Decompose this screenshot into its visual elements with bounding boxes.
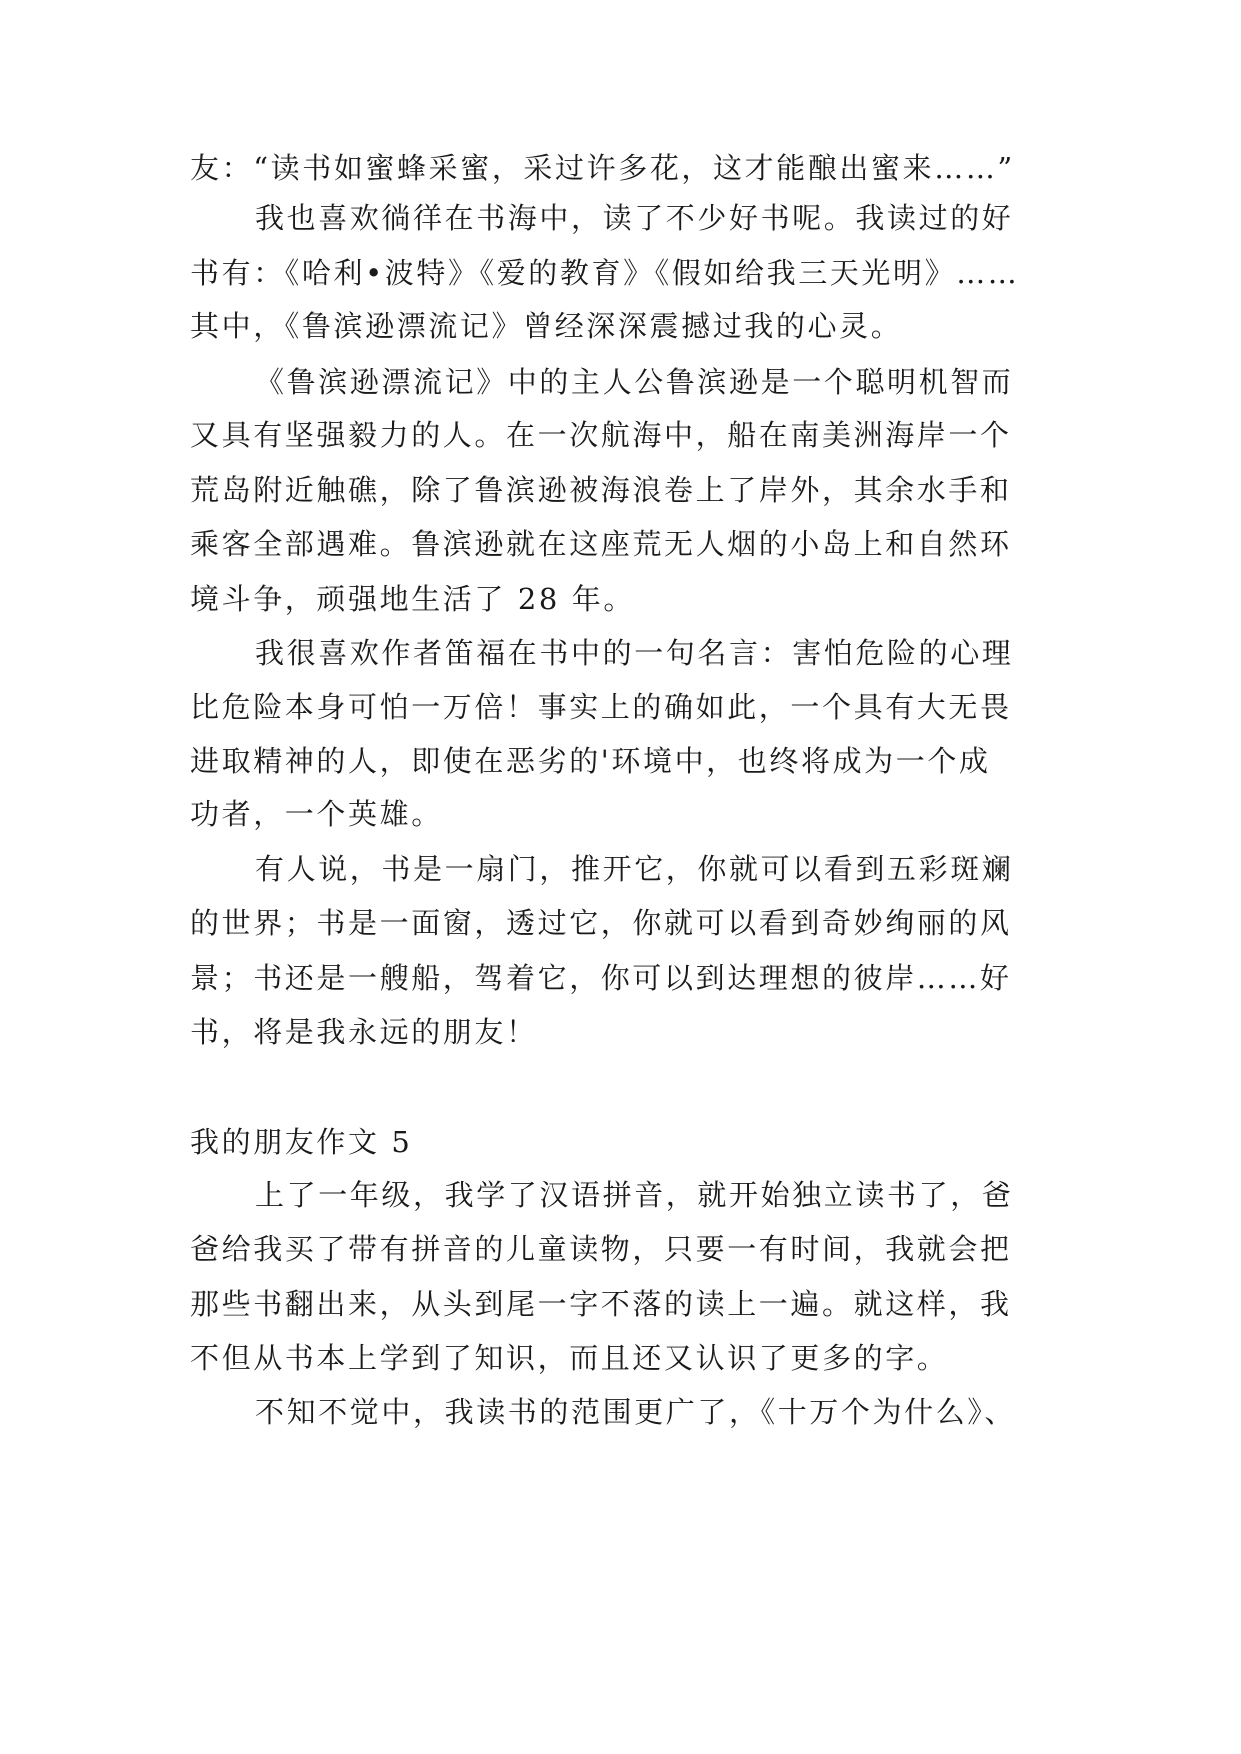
paragraph-line: 功者，一个英雄。 bbox=[190, 797, 443, 831]
paragraph-line: 又具有坚强毅力的人。在一次航海中，船在南美洲海岸一个 bbox=[190, 418, 1012, 452]
paragraph-line: 我也喜欢徜徉在书海中，读了不少好书呢。我读过的好 bbox=[255, 201, 1014, 235]
section-title: 我的朋友作文 5 bbox=[190, 1125, 413, 1159]
paragraph-line: 上了一年级，我学了汉语拼音，就开始独立读书了，爸 bbox=[255, 1178, 1014, 1212]
paragraph-line: 其中，《鲁滨逊漂流记》曾经深深震撼过我的心灵。 bbox=[190, 309, 903, 343]
paragraph-line: 书有：《哈利•波特》《爱的教育》《假如给我三天光明》…… bbox=[190, 256, 1020, 290]
paragraph-line: 比危险本身可怕一万倍！事实上的确如此，一个具有大无畏 bbox=[190, 690, 1012, 724]
paragraph-line: 《鲁滨逊漂流记》中的主人公鲁滨逊是一个聪明机智而 bbox=[255, 365, 1014, 399]
paragraph-line: 那些书翻出来，从头到尾一字不落的读上一遍。就这样，我 bbox=[190, 1287, 1012, 1321]
paragraph-line: 乘客全部遇难。鲁滨逊就在这座荒无人烟的小岛上和自然环 bbox=[190, 527, 1012, 561]
paragraph-line: 我很喜欢作者笛福在书中的一句名言：害怕危险的心理 bbox=[255, 636, 1014, 670]
paragraph-line: 境斗争，顽强地生活了 28 年。 bbox=[190, 582, 635, 616]
paragraph-line: 的世界；书是一面窗，透过它，你就可以看到奇妙绚丽的风 bbox=[190, 906, 1012, 940]
paragraph-line: 不知不觉中，我读书的范围更广了，《十万个为什么》、 bbox=[255, 1395, 1017, 1429]
paragraph-line: 不但从书本上学到了知识，而且还又认识了更多的字。 bbox=[190, 1341, 949, 1375]
paragraph-line: 有人说，书是一扇门，推开它，你就可以看到五彩斑斓 bbox=[255, 852, 1014, 886]
paragraph-line: 荒岛附近触礁，除了鲁滨逊被海浪卷上了岸外，其余水手和 bbox=[190, 473, 1012, 507]
paragraph-line: 友：“读书如蜜蜂采蜜，采过许多花，这才能酿出蜜来……” bbox=[190, 151, 1015, 185]
paragraph-line: 进取精神的人，即使在恶劣的'环境中，也终将成为一个成 bbox=[190, 744, 991, 778]
paragraph-line: 书，将是我永远的朋友！ bbox=[190, 1015, 538, 1049]
paragraph-line: 爸给我买了带有拼音的儿童读物，只要一有时间，我就会把 bbox=[190, 1232, 1012, 1266]
paragraph-line: 景；书还是一艘船，驾着它，你可以到达理想的彼岸……好 bbox=[190, 961, 1012, 995]
